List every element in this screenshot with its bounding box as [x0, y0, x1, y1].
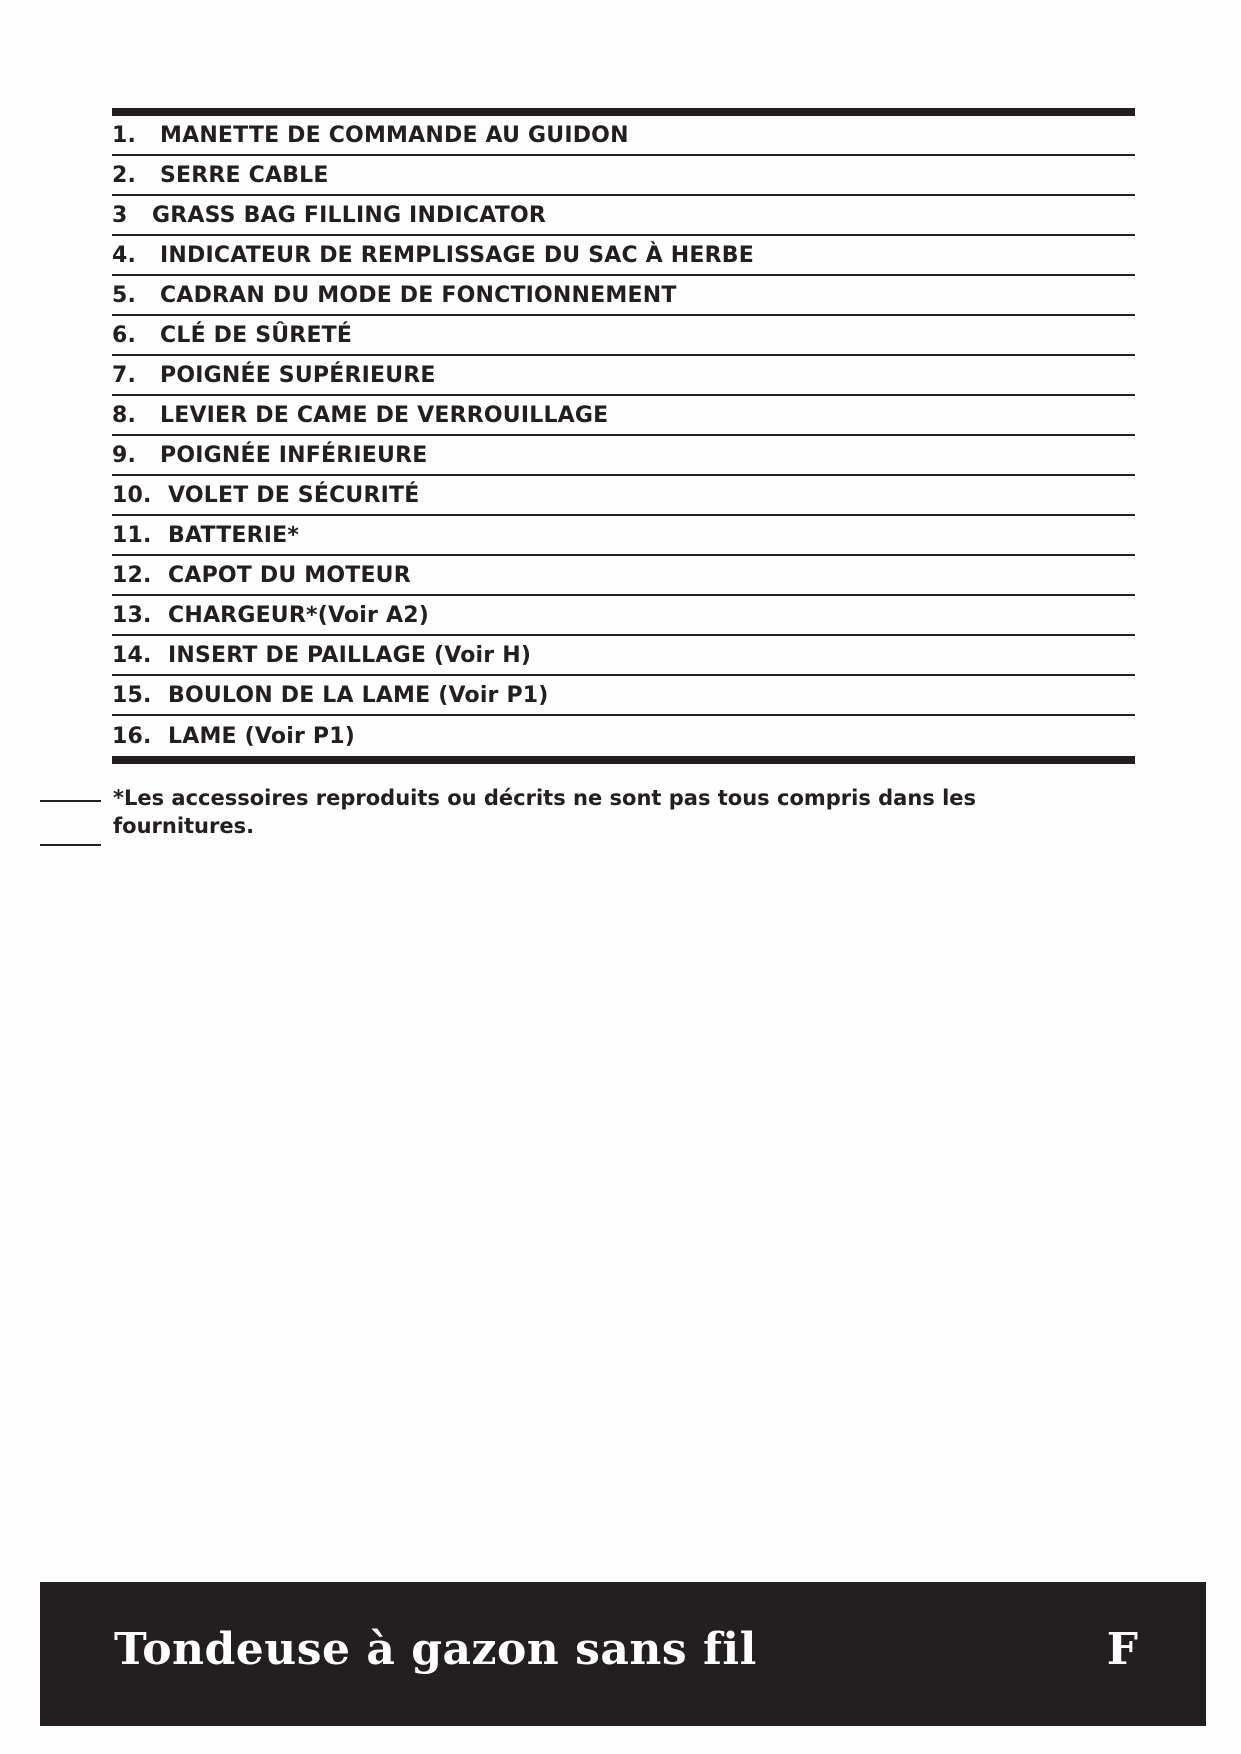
part-label: CLÉ DE SÛRETÉ: [160, 322, 353, 348]
part-number: 1.: [112, 122, 137, 148]
part-number: 9.: [112, 442, 137, 468]
part-label: LEVIER DE CAME DE VERROUILLAGE: [160, 402, 609, 428]
part-item-14: [112, 636, 1135, 676]
part-label: CADRAN DU MODE DE FONCTIONNEMENT: [160, 282, 677, 308]
margin-rule: [40, 800, 101, 802]
part-item-13: [112, 596, 1135, 636]
part-item-15: [112, 676, 1135, 716]
part-number: 11.: [112, 522, 152, 548]
part-number: 10.: [112, 482, 152, 508]
part-label: BOULON DE LA LAME (Voir P1): [168, 682, 549, 708]
part-label: GRASS BAG FILLING INDICATOR: [152, 202, 547, 228]
part-label: VOLET DE SÉCURITÉ: [168, 482, 420, 508]
part-item-5: [112, 276, 1135, 316]
part-label: POIGNÉE INFÉRIEURE: [160, 442, 428, 468]
part-item-10: [112, 476, 1135, 516]
part-item-4: [112, 236, 1135, 276]
part-item-12: [112, 556, 1135, 596]
part-number: 12.: [112, 562, 152, 588]
part-item-16: [112, 716, 1135, 756]
part-label: SERRE CABLE: [160, 162, 329, 188]
language-code: F: [1106, 1624, 1138, 1675]
accessories-footnote: *Les accessoires reproduits ou décrits ne sont pas tous compris dans les fournitures.: [113, 786, 977, 838]
part-item-1: [112, 116, 1135, 156]
part-label: MANETTE DE COMMANDE AU GUIDON: [160, 122, 629, 148]
part-label: BATTERIE*: [168, 522, 300, 548]
margin-rule: [40, 844, 101, 846]
part-item-3: [112, 196, 1135, 236]
part-label: POIGNÉE SUPÉRIEURE: [160, 362, 436, 388]
part-number: 2.: [112, 162, 137, 188]
part-number: 8.: [112, 402, 137, 428]
part-number: 3: [112, 202, 128, 228]
part-number: 16.: [112, 723, 152, 749]
part-label: INDICATEUR DE REMPLISSAGE DU SAC À HERBE: [160, 242, 754, 268]
part-item-8: [112, 396, 1135, 436]
part-number: 15.: [112, 682, 152, 708]
part-number: 7.: [112, 362, 137, 388]
part-item-9: [112, 436, 1135, 476]
part-number: 13.: [112, 602, 152, 628]
part-number: 14.: [112, 642, 152, 668]
part-number: 6.: [112, 322, 137, 348]
part-item-6: [112, 316, 1135, 356]
part-label: CAPOT DU MOTEUR: [168, 562, 411, 588]
part-label: INSERT DE PAILLAGE (Voir H): [168, 642, 532, 668]
footer-band: [40, 1582, 1206, 1726]
parts-list: [112, 108, 1135, 764]
part-label: CHARGEUR*(Voir A2): [168, 602, 429, 628]
part-item-7: [112, 356, 1135, 396]
footer-title: Tondeuse à gazon sans fil: [114, 1624, 757, 1675]
part-item-11: [112, 516, 1135, 556]
part-item-2: [112, 156, 1135, 196]
part-number: 5.: [112, 282, 137, 308]
part-label: LAME (Voir P1): [168, 723, 355, 749]
part-number: 4.: [112, 242, 137, 268]
